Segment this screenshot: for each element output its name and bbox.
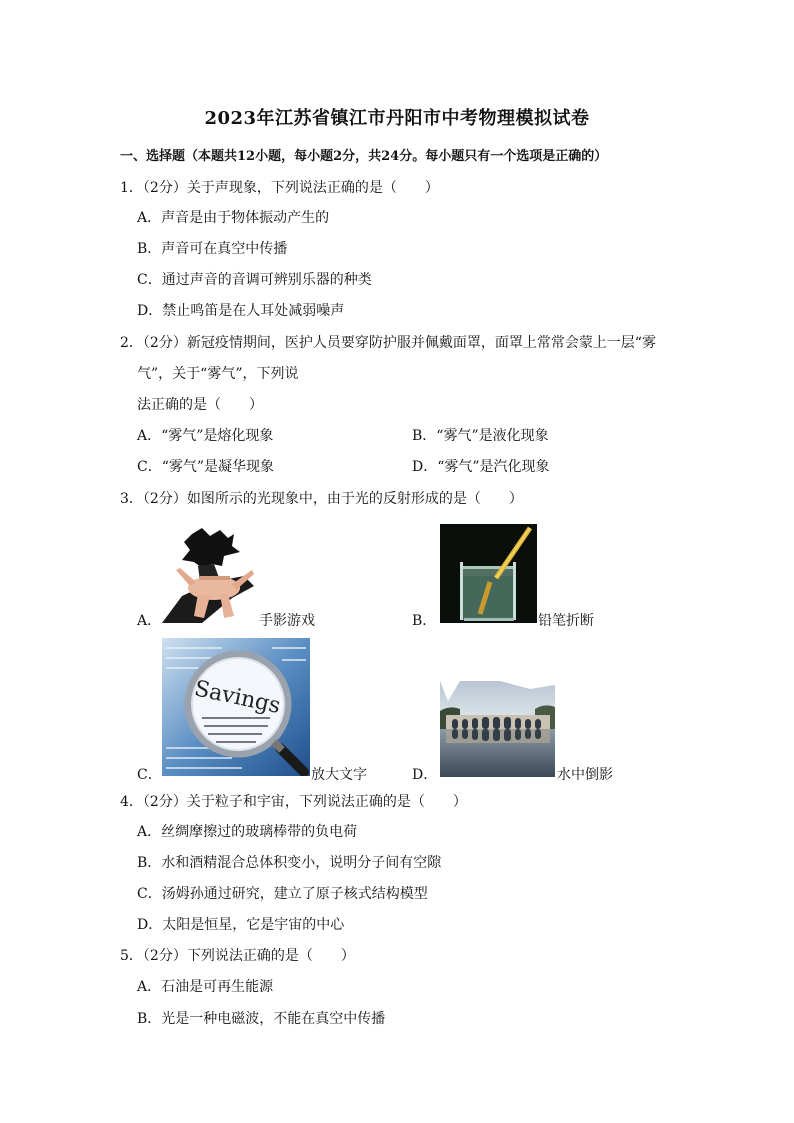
question-2-option-d: D．“雾气”是汽化现象 bbox=[412, 459, 550, 475]
question-3-option-d-letter: D． bbox=[412, 767, 438, 783]
question-4-option-c: C．汤姆孙通过研究，建立了原子核式结构模型 bbox=[137, 886, 428, 902]
question-2-option-c: C．“雾气”是凝华现象 bbox=[137, 459, 275, 475]
question-2-option-a: A．“雾气”是熔化现象 bbox=[137, 428, 274, 444]
question-5-option-b: B．光是一种电磁波，不能在真空中传播 bbox=[137, 1011, 386, 1027]
question-1-option-c: C．通过声音的音调可辨别乐器的种类 bbox=[137, 272, 372, 288]
question-1-option-a: A．声音是由于物体振动产生的 bbox=[137, 210, 330, 226]
question-4-option-a: A．丝绸摩擦过的玻璃棒带的负电荷 bbox=[137, 824, 358, 840]
question-3-option-d-caption: 水中倒影 bbox=[557, 767, 613, 783]
question-3-option-a-caption: 手影游戏 bbox=[259, 613, 315, 629]
question-5-option-a: A．石油是可再生能源 bbox=[137, 979, 274, 995]
question-1-option-b: B．声音可在真空中传播 bbox=[137, 241, 288, 257]
magnifier-image bbox=[162, 638, 310, 776]
question-3-option-b-caption: 铅笔折断 bbox=[538, 613, 594, 629]
question-3-stem: 3．（2分）如图所示的光现象中，由于光的反射形成的是（ ） bbox=[120, 491, 523, 507]
page-title: 2023年江苏省镇江市丹阳市中考物理模拟试卷 bbox=[204, 108, 590, 129]
hand-shadow-image bbox=[162, 526, 258, 623]
question-4-stem: 4．（2分）关于粒子和宇宙，下列说法正确的是（ ） bbox=[120, 794, 467, 810]
question-2-stem-line2: 气”，关于“雾气”，下列说 bbox=[137, 366, 299, 382]
question-5-stem: 5．（2分）下列说法正确的是（ ） bbox=[120, 948, 355, 964]
question-4-option-d: D．太阳是恒星，它是宇宙的中心 bbox=[137, 917, 345, 933]
magnifier-text: Savings bbox=[192, 676, 283, 719]
question-3-option-a-letter: A． bbox=[137, 613, 162, 629]
pencil-in-water-image bbox=[440, 524, 537, 623]
question-2-option-b: B．“雾气”是液化现象 bbox=[412, 428, 549, 444]
question-3-option-b-letter: B． bbox=[412, 613, 437, 629]
question-1-option-d: D．禁止鸣笛是在人耳处减弱噪声 bbox=[137, 303, 345, 319]
question-2-stem-line3: 法正确的是（ ） bbox=[137, 397, 263, 413]
bridge-reflection-image bbox=[440, 681, 555, 777]
section-heading: 一、选择题（本题共12小题，每小题2分，共24分。每小题只有一个选项是正确的） bbox=[120, 149, 608, 164]
question-3-option-c-caption: 放大文字 bbox=[311, 767, 367, 783]
question-1-stem: 1．（2分）关于声现象，下列说法正确的是（ ） bbox=[120, 180, 439, 196]
question-3-option-c-letter: C． bbox=[137, 767, 162, 783]
question-2-stem-line1: 2．（2分）新冠疫情期间，医护人员要穿防护服并佩戴面罩，面罩上常常会蒙上一层“雾 bbox=[120, 335, 656, 351]
question-4-option-b: B．水和酒精混合总体积变小，说明分子间有空隙 bbox=[137, 855, 442, 871]
